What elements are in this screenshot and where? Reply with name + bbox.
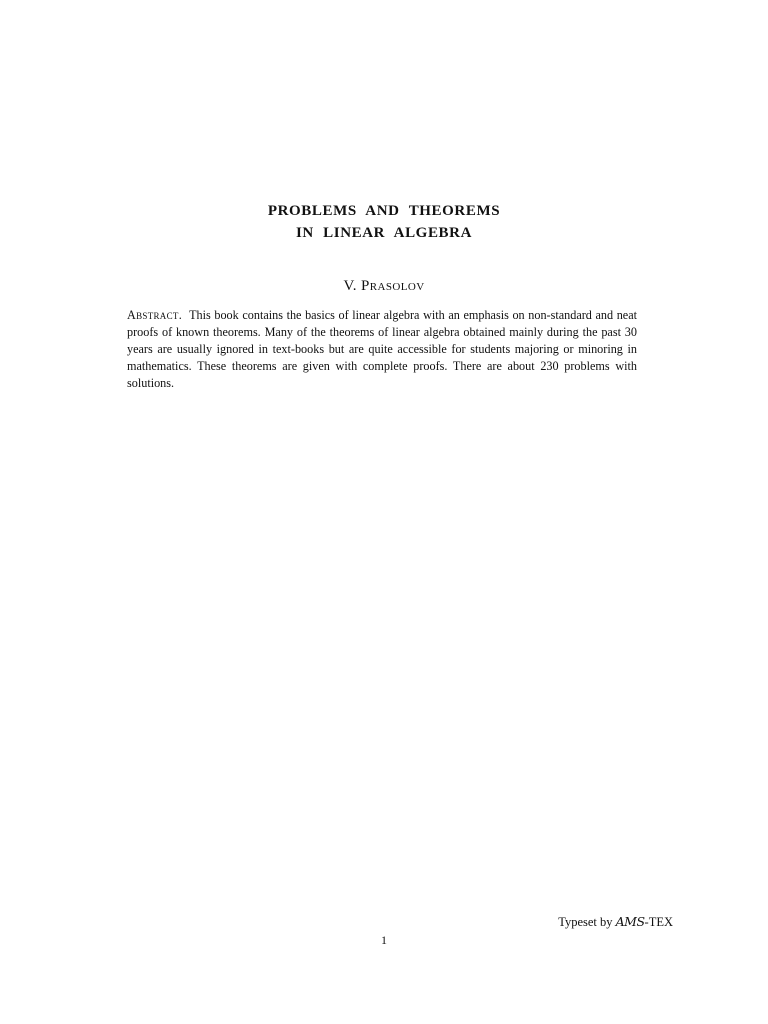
tex-logo: -TEX bbox=[644, 915, 673, 929]
ams-logo: AMS bbox=[615, 914, 645, 929]
abstract-label: Abstract. bbox=[127, 308, 183, 322]
typeset-credit bbox=[558, 914, 673, 930]
title-line-1: PROBLEMS AND THEOREMS bbox=[267, 203, 501, 219]
page-number: 1 bbox=[381, 933, 387, 947]
abstract-text: This book contains the basics of linear algebra with an emphasis on non-standard and neat proofs of known theorems. Many of the theorems of linear algebra obtained mainly during the past 30 years are usually ignored in text-books but are quite accessible for students majoring or minoring in mathematics. These theorems are given with complete proofs. There are about 230 problems with solutions. bbox=[127, 308, 638, 390]
title-line-2: IN LINEAR ALGEBRA bbox=[295, 225, 473, 241]
abstract-paragraph bbox=[127, 307, 637, 392]
typeset-prefix: Typeset by bbox=[558, 915, 616, 929]
author-name: V. Prasolov bbox=[343, 278, 425, 294]
